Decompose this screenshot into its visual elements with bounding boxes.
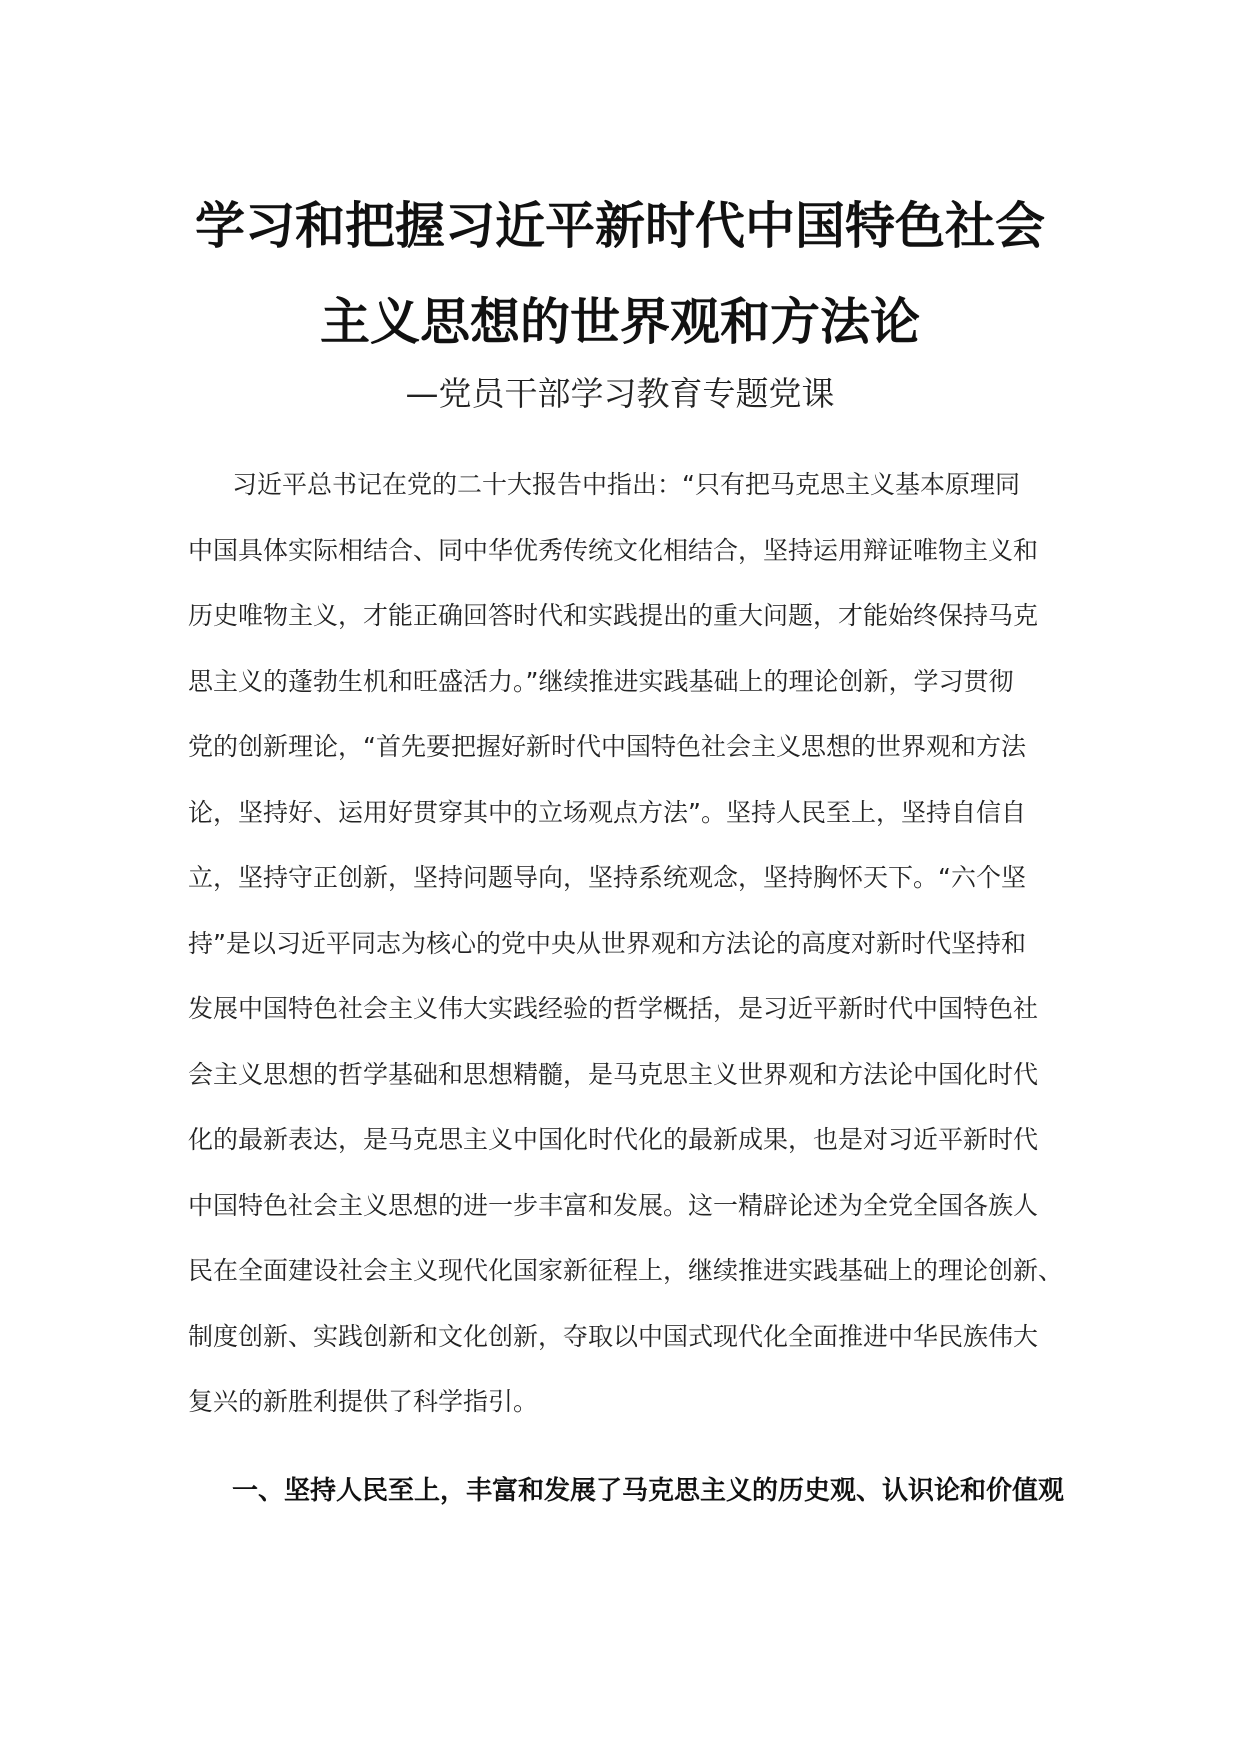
paragraph-line: 持”是以习近平同志为核心的党中央从世界观和方法论的高度对新时代坚持和 (188, 928, 1026, 958)
paragraph-line: 化的最新表达，是马克思主义中国化时代化的最新成果，也是对习近平新时代 (188, 1125, 1039, 1154)
title-line-2: 主义思想的世界观和方法论 (320, 293, 920, 351)
paragraph-line: 论，坚持好、运用好贯穿其中的立场观点方法”。坚持人民至上，坚持自信自 (188, 797, 1026, 827)
paragraph-line: 思主义的蓬勃生机和旺盛活力。”继续推进实践基础上的理论创新，学习贯彻 (188, 666, 1014, 696)
paragraph-line: 中国具体实际相结合、同中华优秀传统文化相结合，坚持运用辩证唯物主义和 (188, 535, 1039, 565)
paragraph-line: 立，坚持守正创新，坚持问题导向，坚持系统观念，坚持胸怀天下。“六个坚 (188, 863, 1026, 892)
paragraph-line: 历史唯物主义，才能正确回答时代和实践提出的重大问题，才能始终保持马克 (188, 601, 1039, 630)
paragraph-line: 发展中国特色社会主义伟大实践经验的哲学概括，是习近平新时代中国特色社 (188, 994, 1039, 1023)
document-title (180, 178, 1060, 370)
paragraph-line: 党的创新理论，“首先要把握好新时代中国特色社会主义思想的世界观和方法 (188, 732, 1026, 761)
document-subtitle: —党员干部学习教育专题党课 (405, 374, 835, 413)
paragraph-line: 制度创新、实践创新和文化创新，夺取以中国式现代化全面推进中华民族伟大 (188, 1321, 1039, 1351)
title-line-1: 学习和把握习近平新时代中国特色社会 (195, 197, 1045, 255)
paragraph-line: 中国特色社会主义思想的进一步丰富和发展。这一精辟论述为全党全国各族人 (188, 1190, 1039, 1220)
body-paragraph (188, 452, 1064, 1435)
paragraph-line: 民在全面建设社会主义现代化国家新征程上，继续推进实践基础上的理论创新、 (188, 1256, 1064, 1285)
section-heading-1: 一、坚持人民至上，丰富和发展了马克思主义的历史观、认识论和价值观 (232, 1476, 1065, 1506)
paragraph-line: 会主义思想的哲学基础和思想精髓，是马克思主义世界观和方法论中国化时代 (188, 1059, 1039, 1089)
paragraph-line: 复兴的新胜利提供了科学指引。 (188, 1387, 539, 1416)
paragraph-line: 习近平总书记在党的二十大报告中指出：“只有把马克思主义基本原理同 (232, 470, 1020, 499)
